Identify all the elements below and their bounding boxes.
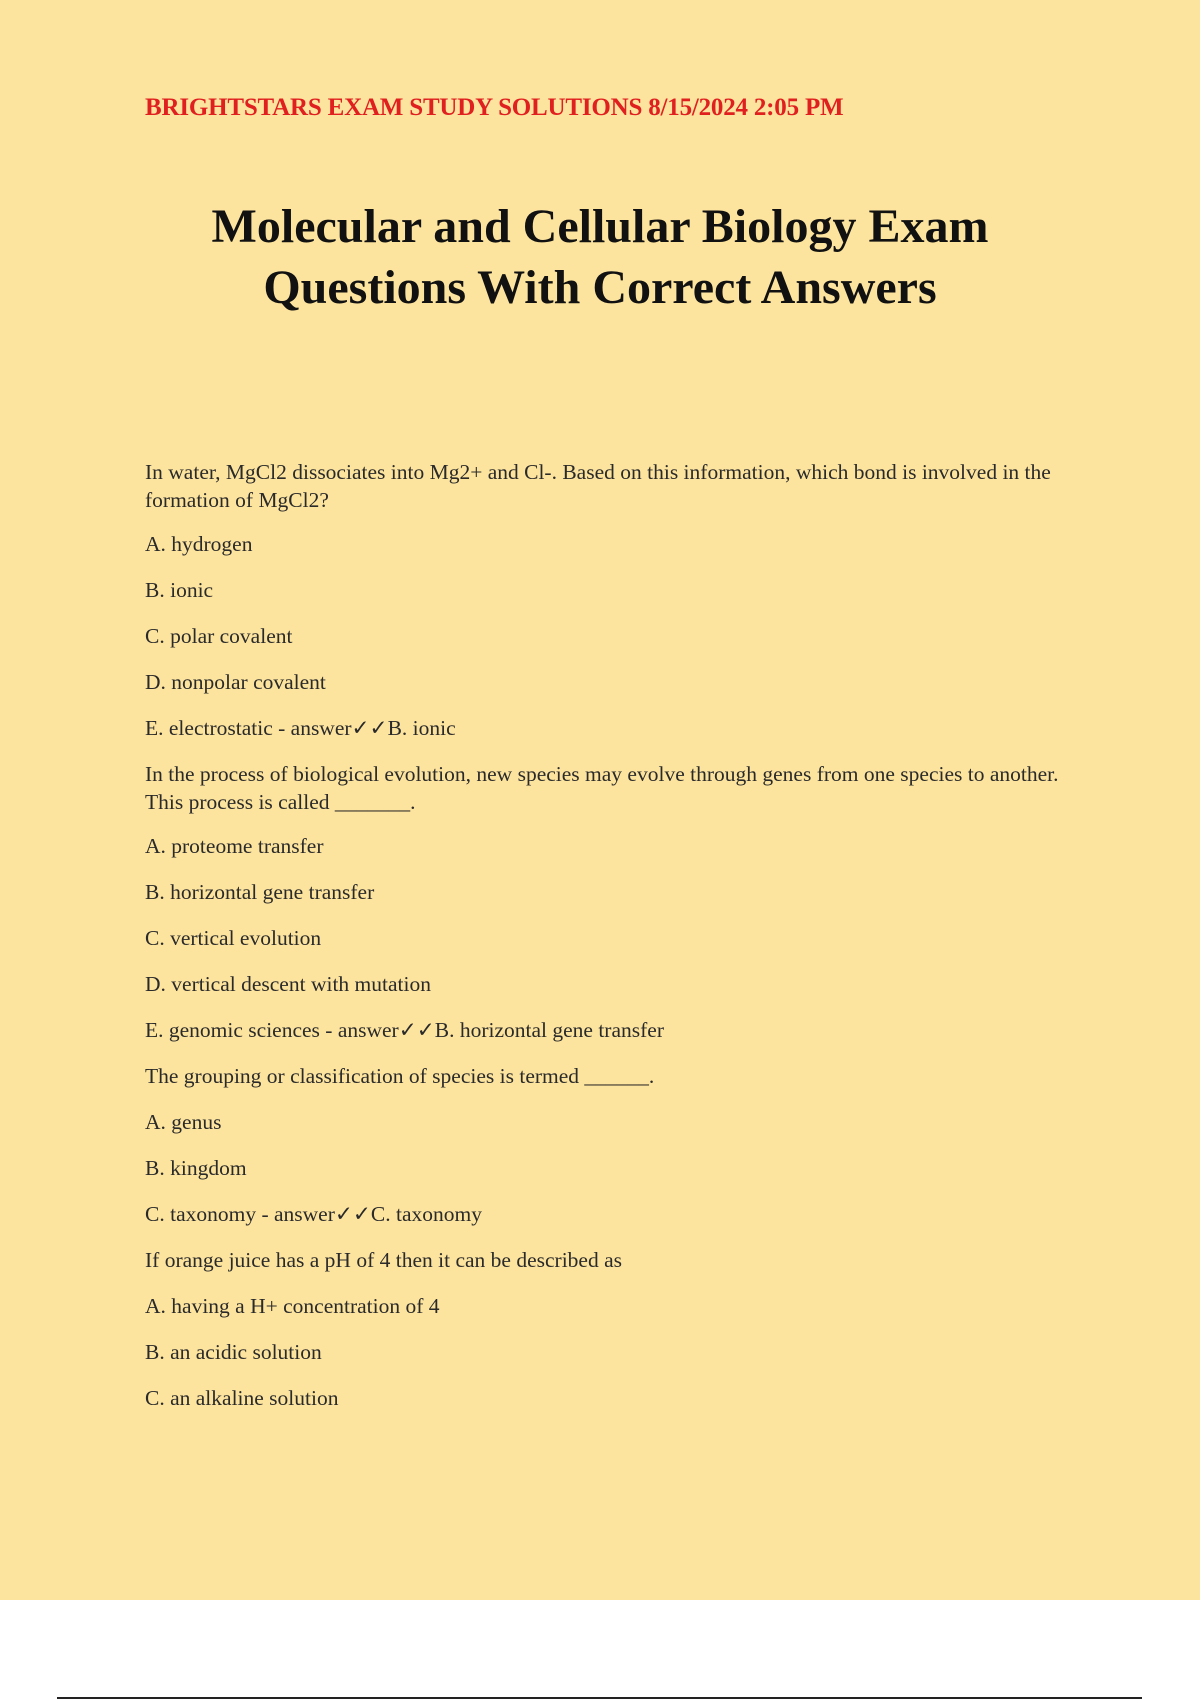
answer-option: B. an acidic solution xyxy=(145,1340,322,1364)
answer-option: B. ionic xyxy=(145,578,214,602)
answer-option: D. vertical descent with mutation xyxy=(145,972,431,996)
question-list xyxy=(145,458,1075,1430)
footer-divider xyxy=(57,1697,1142,1699)
answer-option-with-key: E. genomic sciences - answer✓✓B. horizontal gene transfer xyxy=(145,1018,664,1042)
question-text: In water, MgCl2 dissociates into Mg2+ and Cl-. Based on this information, which bond is involved in the formation of MgCl2? xyxy=(145,460,1051,512)
answer-option: A. proteome transfer xyxy=(145,834,324,858)
answer-option-with-key: C. taxonomy - answer✓✓C. taxonomy xyxy=(145,1202,482,1226)
answer-option-with-key: E. electrostatic - answer✓✓B. ionic xyxy=(145,716,456,740)
answer-option: D. nonpolar covalent xyxy=(145,670,326,694)
answer-option: B. horizontal gene transfer xyxy=(145,880,375,904)
question-text: The grouping or classification of species is termed ______. xyxy=(145,1064,655,1088)
question-text: In the process of biological evolution, new species may evolve through genes from one species to another. This process is called _______. xyxy=(145,762,1059,814)
title-line-2: Questions With Correct Answers xyxy=(263,261,937,314)
answer-option: A. hydrogen xyxy=(145,532,253,556)
answer-option: A. having a H+ concentration of 4 xyxy=(145,1294,440,1318)
answer-option: A. genus xyxy=(145,1110,222,1134)
answer-option: C. vertical evolution xyxy=(145,926,322,950)
header-stamp: BRIGHTSTARS EXAM STUDY SOLUTIONS 8/15/2024 2:05 PM xyxy=(145,94,844,121)
title-line-1: Molecular and Cellular Biology Exam xyxy=(211,200,989,253)
answer-option: B. kingdom xyxy=(145,1156,247,1180)
document-title xyxy=(100,196,1100,318)
answer-option: C. an alkaline solution xyxy=(145,1386,339,1410)
question-text: If orange juice has a pH of 4 then it can be described as xyxy=(145,1248,622,1272)
answer-option: C. polar covalent xyxy=(145,624,293,648)
